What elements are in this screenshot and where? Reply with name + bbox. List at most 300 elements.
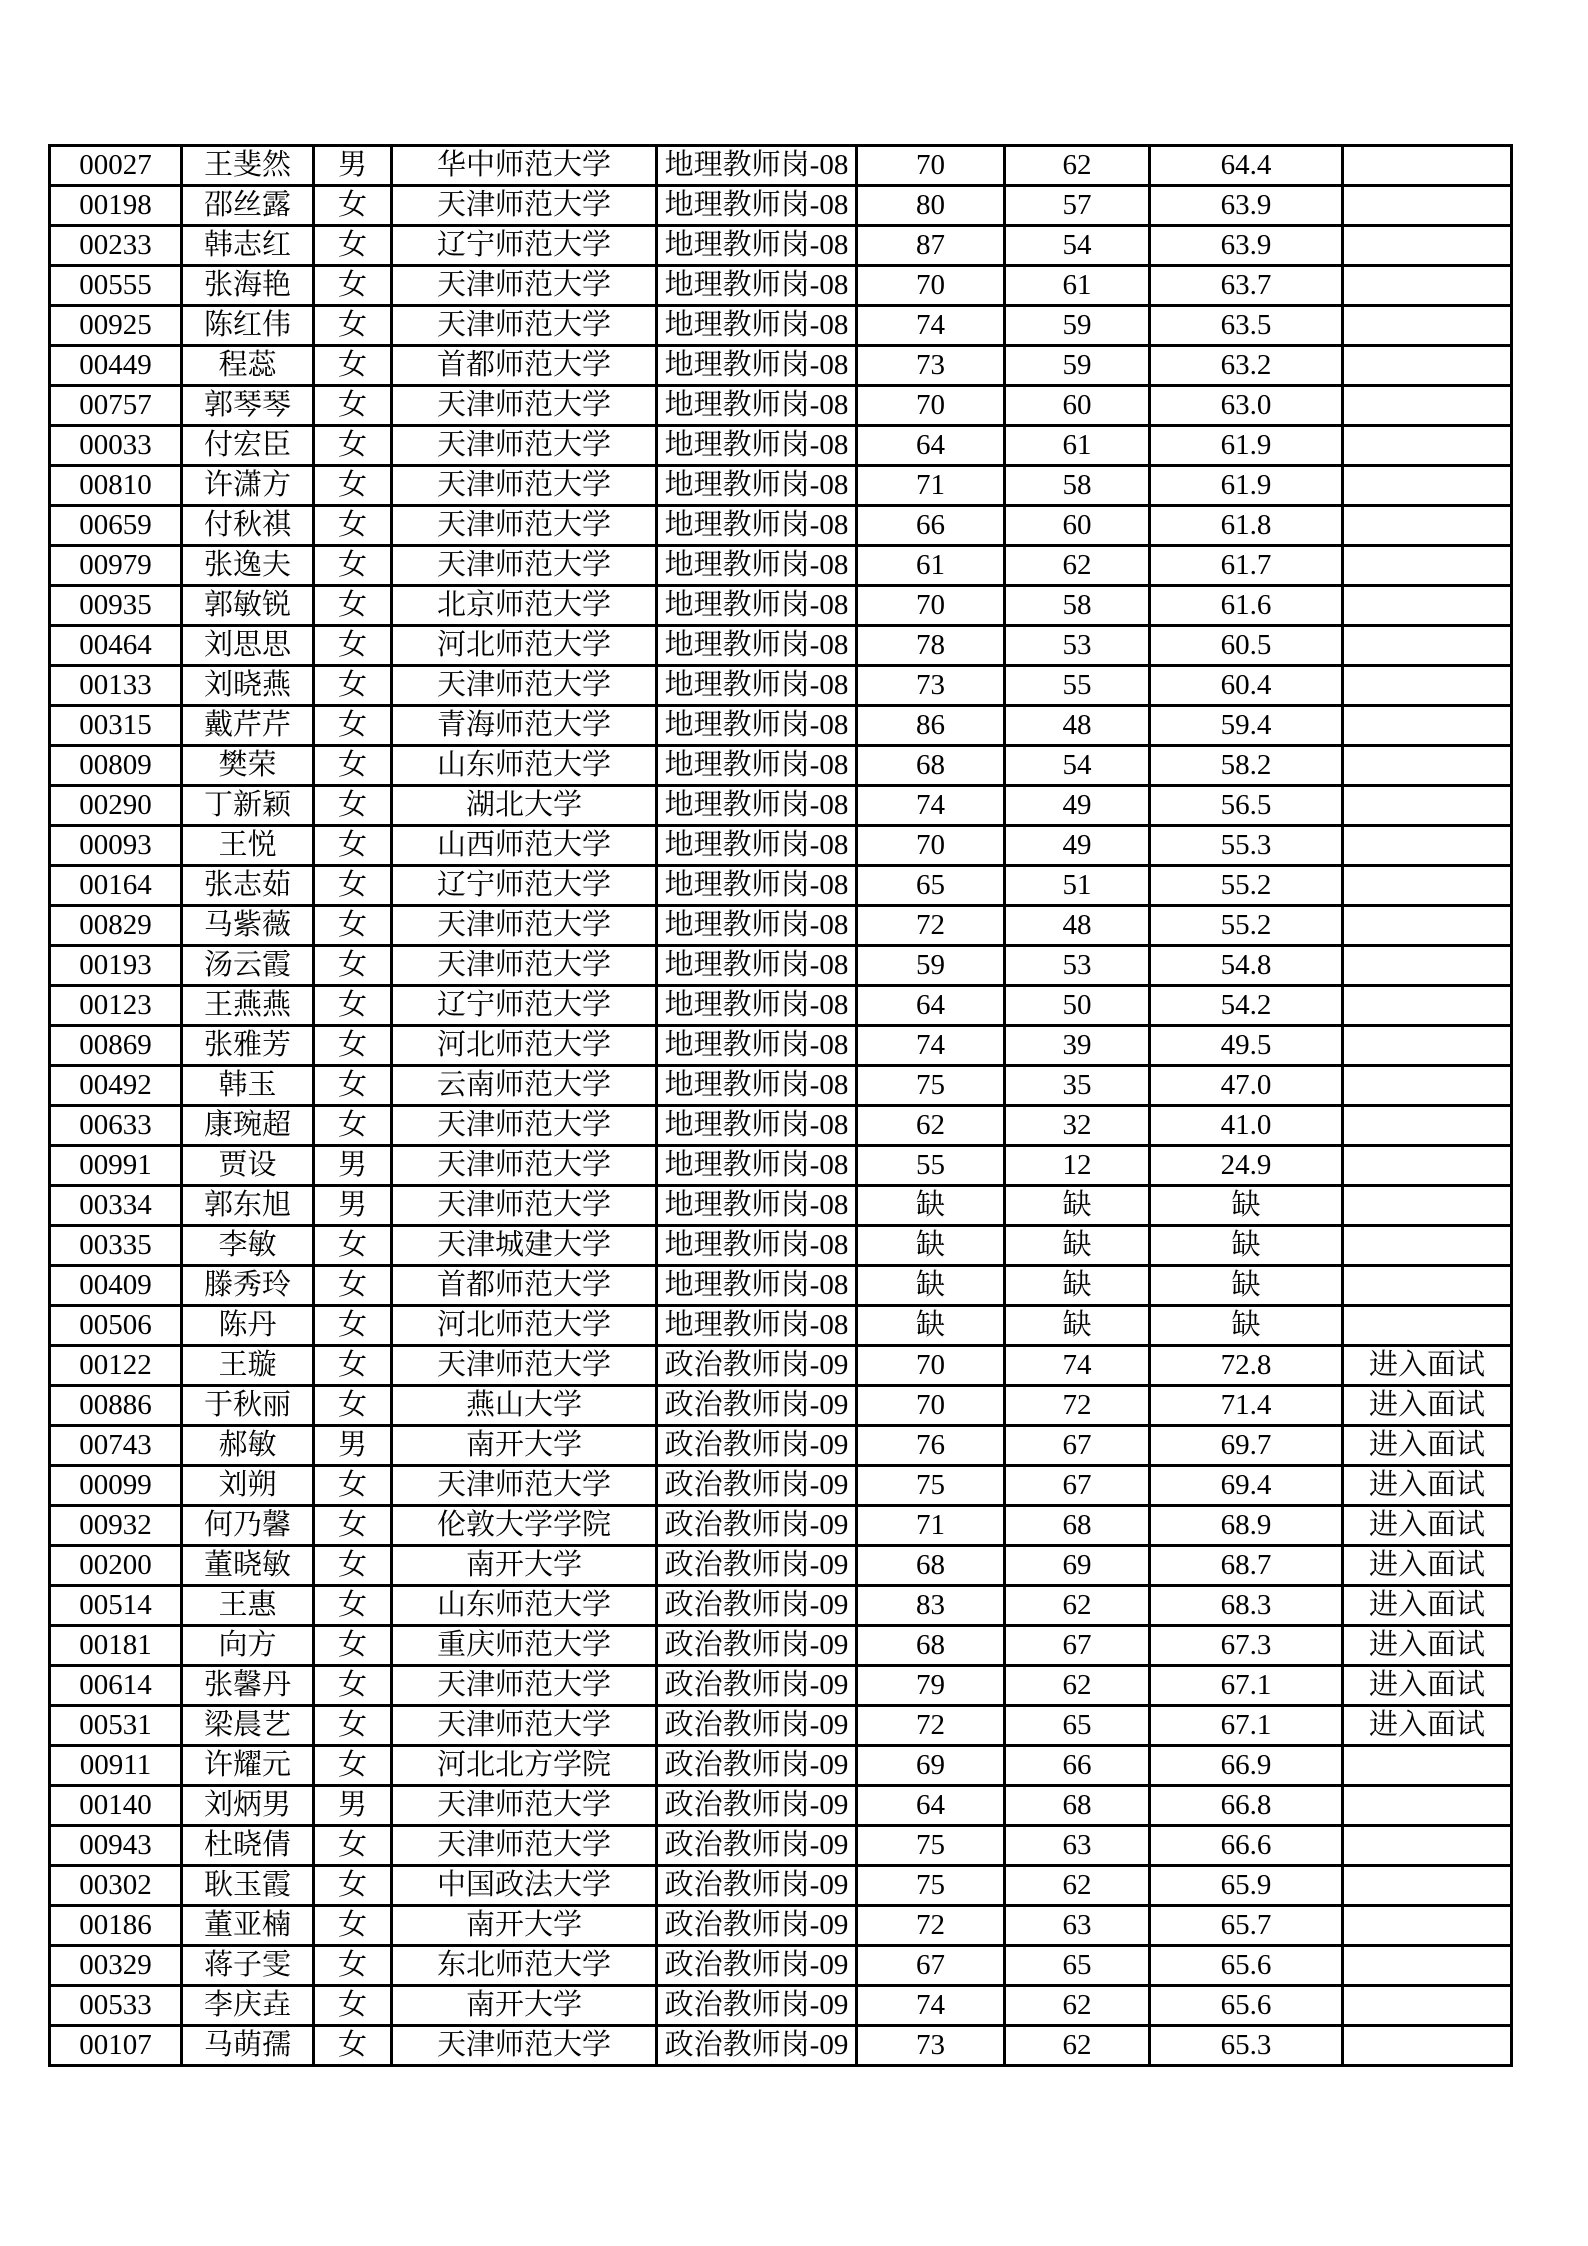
cell-final-score: 55.2 bbox=[1150, 866, 1343, 906]
cell-score-1: 61 bbox=[857, 546, 1005, 586]
cell-gender: 女 bbox=[314, 186, 392, 226]
cell-position: 地理教师岗-08 bbox=[657, 946, 857, 986]
cell-gender: 女 bbox=[314, 866, 392, 906]
cell-gender: 女 bbox=[314, 466, 392, 506]
cell-position: 政治教师岗-09 bbox=[657, 1906, 857, 1946]
cell-remark bbox=[1343, 866, 1512, 906]
cell-score-1: 70 bbox=[857, 146, 1005, 186]
cell-name: 郝敏 bbox=[182, 1426, 314, 1466]
cell-gender: 女 bbox=[314, 706, 392, 746]
cell-gender: 女 bbox=[314, 1746, 392, 1786]
cell-graduate-school: 青海师范大学 bbox=[392, 706, 657, 746]
cell-remark bbox=[1343, 1986, 1512, 2026]
cell-position: 地理教师岗-08 bbox=[657, 506, 857, 546]
cell-remark bbox=[1343, 786, 1512, 826]
cell-score-2: 62 bbox=[1005, 146, 1150, 186]
cell-gender: 女 bbox=[314, 1346, 392, 1386]
cell-remark bbox=[1343, 666, 1512, 706]
cell-final-score: 61.9 bbox=[1150, 426, 1343, 466]
cell-graduate-school: 天津师范大学 bbox=[392, 306, 657, 346]
cell-name: 韩玉 bbox=[182, 1066, 314, 1106]
cell-final-score: 49.5 bbox=[1150, 1026, 1343, 1066]
cell-exam-number: 00492 bbox=[50, 1066, 182, 1106]
cell-gender: 女 bbox=[314, 1546, 392, 1586]
cell-final-score: 61.8 bbox=[1150, 506, 1343, 546]
cell-exam-number: 00809 bbox=[50, 746, 182, 786]
cell-graduate-school: 天津城建大学 bbox=[392, 1226, 657, 1266]
cell-exam-number: 00555 bbox=[50, 266, 182, 306]
table-row bbox=[50, 866, 1512, 906]
cell-final-score: 68.9 bbox=[1150, 1506, 1343, 1546]
cell-score-2: 59 bbox=[1005, 346, 1150, 386]
cell-final-score: 68.7 bbox=[1150, 1546, 1343, 1586]
cell-graduate-school: 天津师范大学 bbox=[392, 1826, 657, 1866]
cell-score-2: 61 bbox=[1005, 266, 1150, 306]
cell-position: 地理教师岗-08 bbox=[657, 466, 857, 506]
cell-graduate-school: 山东师范大学 bbox=[392, 746, 657, 786]
cell-remark bbox=[1343, 426, 1512, 466]
cell-final-score: 67.1 bbox=[1150, 1706, 1343, 1746]
cell-position: 地理教师岗-08 bbox=[657, 786, 857, 826]
cell-graduate-school: 山西师范大学 bbox=[392, 826, 657, 866]
cell-score-2: 67 bbox=[1005, 1426, 1150, 1466]
cell-exam-number: 00979 bbox=[50, 546, 182, 586]
cell-position: 地理教师岗-08 bbox=[657, 866, 857, 906]
cell-graduate-school: 首都师范大学 bbox=[392, 1266, 657, 1306]
cell-remark bbox=[1343, 1266, 1512, 1306]
cell-graduate-school: 天津师范大学 bbox=[392, 386, 657, 426]
cell-score-2: 72 bbox=[1005, 1386, 1150, 1426]
cell-remark bbox=[1343, 1946, 1512, 1986]
cell-score-1: 70 bbox=[857, 386, 1005, 426]
table-row bbox=[50, 906, 1512, 946]
cell-score-2: 51 bbox=[1005, 866, 1150, 906]
table-row bbox=[50, 1826, 1512, 1866]
cell-name: 王惠 bbox=[182, 1586, 314, 1626]
cell-score-2: 74 bbox=[1005, 1346, 1150, 1386]
cell-exam-number: 00533 bbox=[50, 1986, 182, 2026]
table-row bbox=[50, 466, 1512, 506]
cell-position: 地理教师岗-08 bbox=[657, 1226, 857, 1266]
cell-graduate-school: 天津师范大学 bbox=[392, 1466, 657, 1506]
cell-exam-number: 00932 bbox=[50, 1506, 182, 1546]
cell-remark bbox=[1343, 706, 1512, 746]
cell-graduate-school: 辽宁师范大学 bbox=[392, 226, 657, 266]
cell-name: 马萌孺 bbox=[182, 2026, 314, 2066]
cell-score-2: 62 bbox=[1005, 1986, 1150, 2026]
cell-exam-number: 00409 bbox=[50, 1266, 182, 1306]
cell-gender: 女 bbox=[314, 386, 392, 426]
cell-exam-number: 00829 bbox=[50, 906, 182, 946]
cell-name: 许潇方 bbox=[182, 466, 314, 506]
table-row bbox=[50, 1026, 1512, 1066]
cell-graduate-school: 辽宁师范大学 bbox=[392, 866, 657, 906]
cell-final-score: 63.0 bbox=[1150, 386, 1343, 426]
cell-score-1: 75 bbox=[857, 1826, 1005, 1866]
cell-graduate-school: 天津师范大学 bbox=[392, 266, 657, 306]
cell-graduate-school: 天津师范大学 bbox=[392, 906, 657, 946]
cell-graduate-school: 河北北方学院 bbox=[392, 1746, 657, 1786]
cell-gender: 女 bbox=[314, 826, 392, 866]
cell-remark bbox=[1343, 506, 1512, 546]
cell-gender: 女 bbox=[314, 1626, 392, 1666]
results-table bbox=[48, 144, 1513, 2067]
cell-score-1: 64 bbox=[857, 426, 1005, 466]
cell-score-1: 74 bbox=[857, 786, 1005, 826]
cell-graduate-school: 华中师范大学 bbox=[392, 146, 657, 186]
table-row bbox=[50, 706, 1512, 746]
cell-name: 樊荣 bbox=[182, 746, 314, 786]
cell-remark bbox=[1343, 1746, 1512, 1786]
cell-exam-number: 00335 bbox=[50, 1226, 182, 1266]
cell-remark bbox=[1343, 466, 1512, 506]
cell-final-score: 59.4 bbox=[1150, 706, 1343, 746]
cell-exam-number: 00186 bbox=[50, 1906, 182, 1946]
cell-final-score: 54.8 bbox=[1150, 946, 1343, 986]
cell-graduate-school: 云南师范大学 bbox=[392, 1066, 657, 1106]
cell-graduate-school: 北京师范大学 bbox=[392, 586, 657, 626]
table-row bbox=[50, 1306, 1512, 1346]
cell-score-2: 57 bbox=[1005, 186, 1150, 226]
cell-exam-number: 00133 bbox=[50, 666, 182, 706]
cell-final-score: 66.6 bbox=[1150, 1826, 1343, 1866]
table-row bbox=[50, 546, 1512, 586]
cell-exam-number: 00943 bbox=[50, 1826, 182, 1866]
cell-name: 丁新颖 bbox=[182, 786, 314, 826]
cell-remark bbox=[1343, 946, 1512, 986]
cell-position: 地理教师岗-08 bbox=[657, 1026, 857, 1066]
cell-final-score: 69.7 bbox=[1150, 1426, 1343, 1466]
cell-gender: 女 bbox=[314, 306, 392, 346]
table-row bbox=[50, 1746, 1512, 1786]
cell-name: 滕秀玲 bbox=[182, 1266, 314, 1306]
table-row bbox=[50, 746, 1512, 786]
cell-exam-number: 00464 bbox=[50, 626, 182, 666]
cell-final-score: 24.9 bbox=[1150, 1146, 1343, 1186]
cell-remark bbox=[1343, 1106, 1512, 1146]
table-row bbox=[50, 2026, 1512, 2066]
cell-gender: 男 bbox=[314, 1786, 392, 1826]
cell-graduate-school: 天津师范大学 bbox=[392, 1706, 657, 1746]
cell-score-1: 70 bbox=[857, 1346, 1005, 1386]
cell-name: 马紫薇 bbox=[182, 906, 314, 946]
cell-graduate-school: 天津师范大学 bbox=[392, 1186, 657, 1226]
cell-position: 地理教师岗-08 bbox=[657, 346, 857, 386]
cell-exam-number: 00633 bbox=[50, 1106, 182, 1146]
cell-position: 政治教师岗-09 bbox=[657, 1626, 857, 1666]
cell-remark: 进入面试 bbox=[1343, 1426, 1512, 1466]
cell-score-1: 74 bbox=[857, 1986, 1005, 2026]
cell-final-score: 63.5 bbox=[1150, 306, 1343, 346]
cell-gender: 女 bbox=[314, 1866, 392, 1906]
table-row bbox=[50, 1586, 1512, 1626]
cell-score-2: 35 bbox=[1005, 1066, 1150, 1106]
cell-exam-number: 00757 bbox=[50, 386, 182, 426]
cell-remark bbox=[1343, 306, 1512, 346]
table-row bbox=[50, 666, 1512, 706]
cell-score-1: 64 bbox=[857, 1786, 1005, 1826]
cell-score-1: 75 bbox=[857, 1866, 1005, 1906]
cell-gender: 女 bbox=[314, 546, 392, 586]
cell-graduate-school: 天津师范大学 bbox=[392, 666, 657, 706]
cell-remark bbox=[1343, 1186, 1512, 1226]
cell-remark: 进入面试 bbox=[1343, 1706, 1512, 1746]
table-row bbox=[50, 266, 1512, 306]
cell-exam-number: 00743 bbox=[50, 1426, 182, 1466]
table-row bbox=[50, 786, 1512, 826]
cell-final-score: 61.9 bbox=[1150, 466, 1343, 506]
cell-score-2: 62 bbox=[1005, 2026, 1150, 2066]
cell-gender: 女 bbox=[314, 626, 392, 666]
cell-gender: 女 bbox=[314, 1066, 392, 1106]
cell-score-2: 50 bbox=[1005, 986, 1150, 1026]
cell-position: 地理教师岗-08 bbox=[657, 626, 857, 666]
cell-final-score: 56.5 bbox=[1150, 786, 1343, 826]
cell-remark bbox=[1343, 146, 1512, 186]
cell-name: 耿玉霞 bbox=[182, 1866, 314, 1906]
cell-remark: 进入面试 bbox=[1343, 1466, 1512, 1506]
cell-remark bbox=[1343, 1826, 1512, 1866]
cell-score-1: 76 bbox=[857, 1426, 1005, 1466]
cell-score-1: 74 bbox=[857, 1026, 1005, 1066]
cell-gender: 女 bbox=[314, 1666, 392, 1706]
cell-position: 地理教师岗-08 bbox=[657, 906, 857, 946]
cell-remark bbox=[1343, 386, 1512, 426]
cell-score-2: 32 bbox=[1005, 1106, 1150, 1146]
cell-gender: 女 bbox=[314, 1106, 392, 1146]
cell-name: 董晓敏 bbox=[182, 1546, 314, 1586]
cell-gender: 女 bbox=[314, 426, 392, 466]
cell-exam-number: 00027 bbox=[50, 146, 182, 186]
cell-score-2: 60 bbox=[1005, 506, 1150, 546]
cell-remark bbox=[1343, 1306, 1512, 1346]
table-row bbox=[50, 146, 1512, 186]
cell-score-1: 73 bbox=[857, 346, 1005, 386]
cell-score-1: 75 bbox=[857, 1466, 1005, 1506]
cell-position: 政治教师岗-09 bbox=[657, 1866, 857, 1906]
cell-gender: 男 bbox=[314, 1426, 392, 1466]
cell-score-1: 70 bbox=[857, 1386, 1005, 1426]
cell-gender: 女 bbox=[314, 1946, 392, 1986]
cell-exam-number: 00514 bbox=[50, 1586, 182, 1626]
cell-final-score: 55.3 bbox=[1150, 826, 1343, 866]
cell-gender: 女 bbox=[314, 346, 392, 386]
cell-graduate-school: 东北师范大学 bbox=[392, 1946, 657, 1986]
cell-score-1: 75 bbox=[857, 1066, 1005, 1106]
cell-name: 刘思思 bbox=[182, 626, 314, 666]
cell-final-score: 66.8 bbox=[1150, 1786, 1343, 1826]
table-row bbox=[50, 1506, 1512, 1546]
cell-exam-number: 00886 bbox=[50, 1386, 182, 1426]
cell-name: 陈丹 bbox=[182, 1306, 314, 1346]
cell-score-1: 67 bbox=[857, 1946, 1005, 1986]
cell-score-2: 49 bbox=[1005, 786, 1150, 826]
cell-exam-number: 00869 bbox=[50, 1026, 182, 1066]
table-row bbox=[50, 1186, 1512, 1226]
cell-gender: 女 bbox=[314, 666, 392, 706]
cell-name: 向方 bbox=[182, 1626, 314, 1666]
cell-exam-number: 00329 bbox=[50, 1946, 182, 1986]
cell-name: 刘朔 bbox=[182, 1466, 314, 1506]
cell-score-1: 73 bbox=[857, 2026, 1005, 2066]
cell-name: 郭琴琴 bbox=[182, 386, 314, 426]
cell-final-score: 67.3 bbox=[1150, 1626, 1343, 1666]
cell-gender: 女 bbox=[314, 1386, 392, 1426]
table-row bbox=[50, 1946, 1512, 1986]
cell-remark bbox=[1343, 626, 1512, 666]
cell-position: 政治教师岗-09 bbox=[657, 1666, 857, 1706]
table-row bbox=[50, 1266, 1512, 1306]
cell-graduate-school: 天津师范大学 bbox=[392, 1106, 657, 1146]
cell-graduate-school: 伦敦大学学院 bbox=[392, 1506, 657, 1546]
cell-remark bbox=[1343, 826, 1512, 866]
cell-score-2: 48 bbox=[1005, 706, 1150, 746]
cell-name: 韩志红 bbox=[182, 226, 314, 266]
cell-remark: 进入面试 bbox=[1343, 1626, 1512, 1666]
table-row bbox=[50, 426, 1512, 466]
cell-exam-number: 00122 bbox=[50, 1346, 182, 1386]
cell-final-score: 60.4 bbox=[1150, 666, 1343, 706]
cell-final-score: 65.3 bbox=[1150, 2026, 1343, 2066]
cell-final-score: 63.9 bbox=[1150, 186, 1343, 226]
cell-score-2: 65 bbox=[1005, 1706, 1150, 1746]
cell-position: 政治教师岗-09 bbox=[657, 2026, 857, 2066]
cell-position: 地理教师岗-08 bbox=[657, 746, 857, 786]
cell-final-score: 65.6 bbox=[1150, 1946, 1343, 1986]
cell-position: 政治教师岗-09 bbox=[657, 1546, 857, 1586]
cell-final-score: 61.7 bbox=[1150, 546, 1343, 586]
cell-score-2: 39 bbox=[1005, 1026, 1150, 1066]
cell-graduate-school: 山东师范大学 bbox=[392, 1586, 657, 1626]
cell-final-score: 47.0 bbox=[1150, 1066, 1343, 1106]
cell-remark bbox=[1343, 986, 1512, 1026]
cell-gender: 女 bbox=[314, 1586, 392, 1626]
cell-score-1: 86 bbox=[857, 706, 1005, 746]
cell-score-1: 69 bbox=[857, 1746, 1005, 1786]
cell-remark bbox=[1343, 1066, 1512, 1106]
cell-name: 刘晓燕 bbox=[182, 666, 314, 706]
cell-gender: 女 bbox=[314, 786, 392, 826]
cell-final-score: 60.5 bbox=[1150, 626, 1343, 666]
cell-graduate-school: 河北师范大学 bbox=[392, 626, 657, 666]
cell-name: 贾设 bbox=[182, 1146, 314, 1186]
cell-position: 政治教师岗-09 bbox=[657, 1706, 857, 1746]
cell-final-score: 64.4 bbox=[1150, 146, 1343, 186]
cell-position: 地理教师岗-08 bbox=[657, 1186, 857, 1226]
cell-graduate-school: 南开大学 bbox=[392, 1546, 657, 1586]
cell-exam-number: 00449 bbox=[50, 346, 182, 386]
cell-score-2: 缺 bbox=[1005, 1186, 1150, 1226]
cell-score-1: 83 bbox=[857, 1586, 1005, 1626]
table-row bbox=[50, 506, 1512, 546]
cell-score-1: 59 bbox=[857, 946, 1005, 986]
cell-graduate-school: 南开大学 bbox=[392, 1986, 657, 2026]
cell-gender: 女 bbox=[314, 506, 392, 546]
cell-exam-number: 00164 bbox=[50, 866, 182, 906]
cell-score-2: 69 bbox=[1005, 1546, 1150, 1586]
cell-position: 地理教师岗-08 bbox=[657, 706, 857, 746]
cell-gender: 女 bbox=[314, 1266, 392, 1306]
cell-position: 政治教师岗-09 bbox=[657, 1506, 857, 1546]
cell-score-1: 缺 bbox=[857, 1306, 1005, 1346]
cell-score-1: 72 bbox=[857, 1706, 1005, 1746]
cell-score-1: 87 bbox=[857, 226, 1005, 266]
cell-exam-number: 00334 bbox=[50, 1186, 182, 1226]
cell-score-1: 72 bbox=[857, 1906, 1005, 1946]
cell-gender: 女 bbox=[314, 906, 392, 946]
cell-score-1: 71 bbox=[857, 1506, 1005, 1546]
cell-name: 汤云霞 bbox=[182, 946, 314, 986]
cell-position: 地理教师岗-08 bbox=[657, 186, 857, 226]
cell-position: 地理教师岗-08 bbox=[657, 146, 857, 186]
cell-position: 地理教师岗-08 bbox=[657, 306, 857, 346]
cell-gender: 女 bbox=[314, 586, 392, 626]
table-row bbox=[50, 826, 1512, 866]
cell-score-2: 54 bbox=[1005, 226, 1150, 266]
cell-gender: 女 bbox=[314, 746, 392, 786]
cell-graduate-school: 天津师范大学 bbox=[392, 1146, 657, 1186]
table-row bbox=[50, 1346, 1512, 1386]
cell-exam-number: 00935 bbox=[50, 586, 182, 626]
results-table-body bbox=[50, 146, 1512, 2066]
cell-position: 政治教师岗-09 bbox=[657, 1466, 857, 1506]
cell-gender: 男 bbox=[314, 1186, 392, 1226]
cell-final-score: 72.8 bbox=[1150, 1346, 1343, 1386]
cell-graduate-school: 天津师范大学 bbox=[392, 186, 657, 226]
cell-graduate-school: 天津师范大学 bbox=[392, 1666, 657, 1706]
cell-position: 地理教师岗-08 bbox=[657, 586, 857, 626]
cell-name: 邵丝露 bbox=[182, 186, 314, 226]
cell-name: 郭东旭 bbox=[182, 1186, 314, 1226]
cell-score-1: 64 bbox=[857, 986, 1005, 1026]
cell-position: 政治教师岗-09 bbox=[657, 1346, 857, 1386]
cell-remark bbox=[1343, 266, 1512, 306]
cell-score-1: 66 bbox=[857, 506, 1005, 546]
cell-exam-number: 00140 bbox=[50, 1786, 182, 1826]
table-row bbox=[50, 1066, 1512, 1106]
cell-remark: 进入面试 bbox=[1343, 1386, 1512, 1426]
cell-remark bbox=[1343, 1226, 1512, 1266]
table-row bbox=[50, 1986, 1512, 2026]
table-row bbox=[50, 1786, 1512, 1826]
cell-position: 地理教师岗-08 bbox=[657, 826, 857, 866]
cell-score-2: 54 bbox=[1005, 746, 1150, 786]
cell-name: 郭敏锐 bbox=[182, 586, 314, 626]
cell-score-2: 缺 bbox=[1005, 1266, 1150, 1306]
cell-remark bbox=[1343, 546, 1512, 586]
cell-graduate-school: 天津师范大学 bbox=[392, 506, 657, 546]
cell-exam-number: 00810 bbox=[50, 466, 182, 506]
cell-remark bbox=[1343, 2026, 1512, 2066]
cell-final-score: 61.6 bbox=[1150, 586, 1343, 626]
table-row bbox=[50, 306, 1512, 346]
cell-exam-number: 00911 bbox=[50, 1746, 182, 1786]
cell-gender: 女 bbox=[314, 266, 392, 306]
cell-exam-number: 00614 bbox=[50, 1666, 182, 1706]
table-row bbox=[50, 1706, 1512, 1746]
cell-exam-number: 00099 bbox=[50, 1466, 182, 1506]
cell-score-2: 68 bbox=[1005, 1506, 1150, 1546]
cell-final-score: 65.9 bbox=[1150, 1866, 1343, 1906]
cell-name: 刘炳男 bbox=[182, 1786, 314, 1826]
cell-name: 张逸夫 bbox=[182, 546, 314, 586]
cell-exam-number: 00659 bbox=[50, 506, 182, 546]
cell-exam-number: 00107 bbox=[50, 2026, 182, 2066]
cell-position: 政治教师岗-09 bbox=[657, 1586, 857, 1626]
cell-name: 陈红伟 bbox=[182, 306, 314, 346]
cell-score-2: 12 bbox=[1005, 1146, 1150, 1186]
cell-score-2: 58 bbox=[1005, 586, 1150, 626]
